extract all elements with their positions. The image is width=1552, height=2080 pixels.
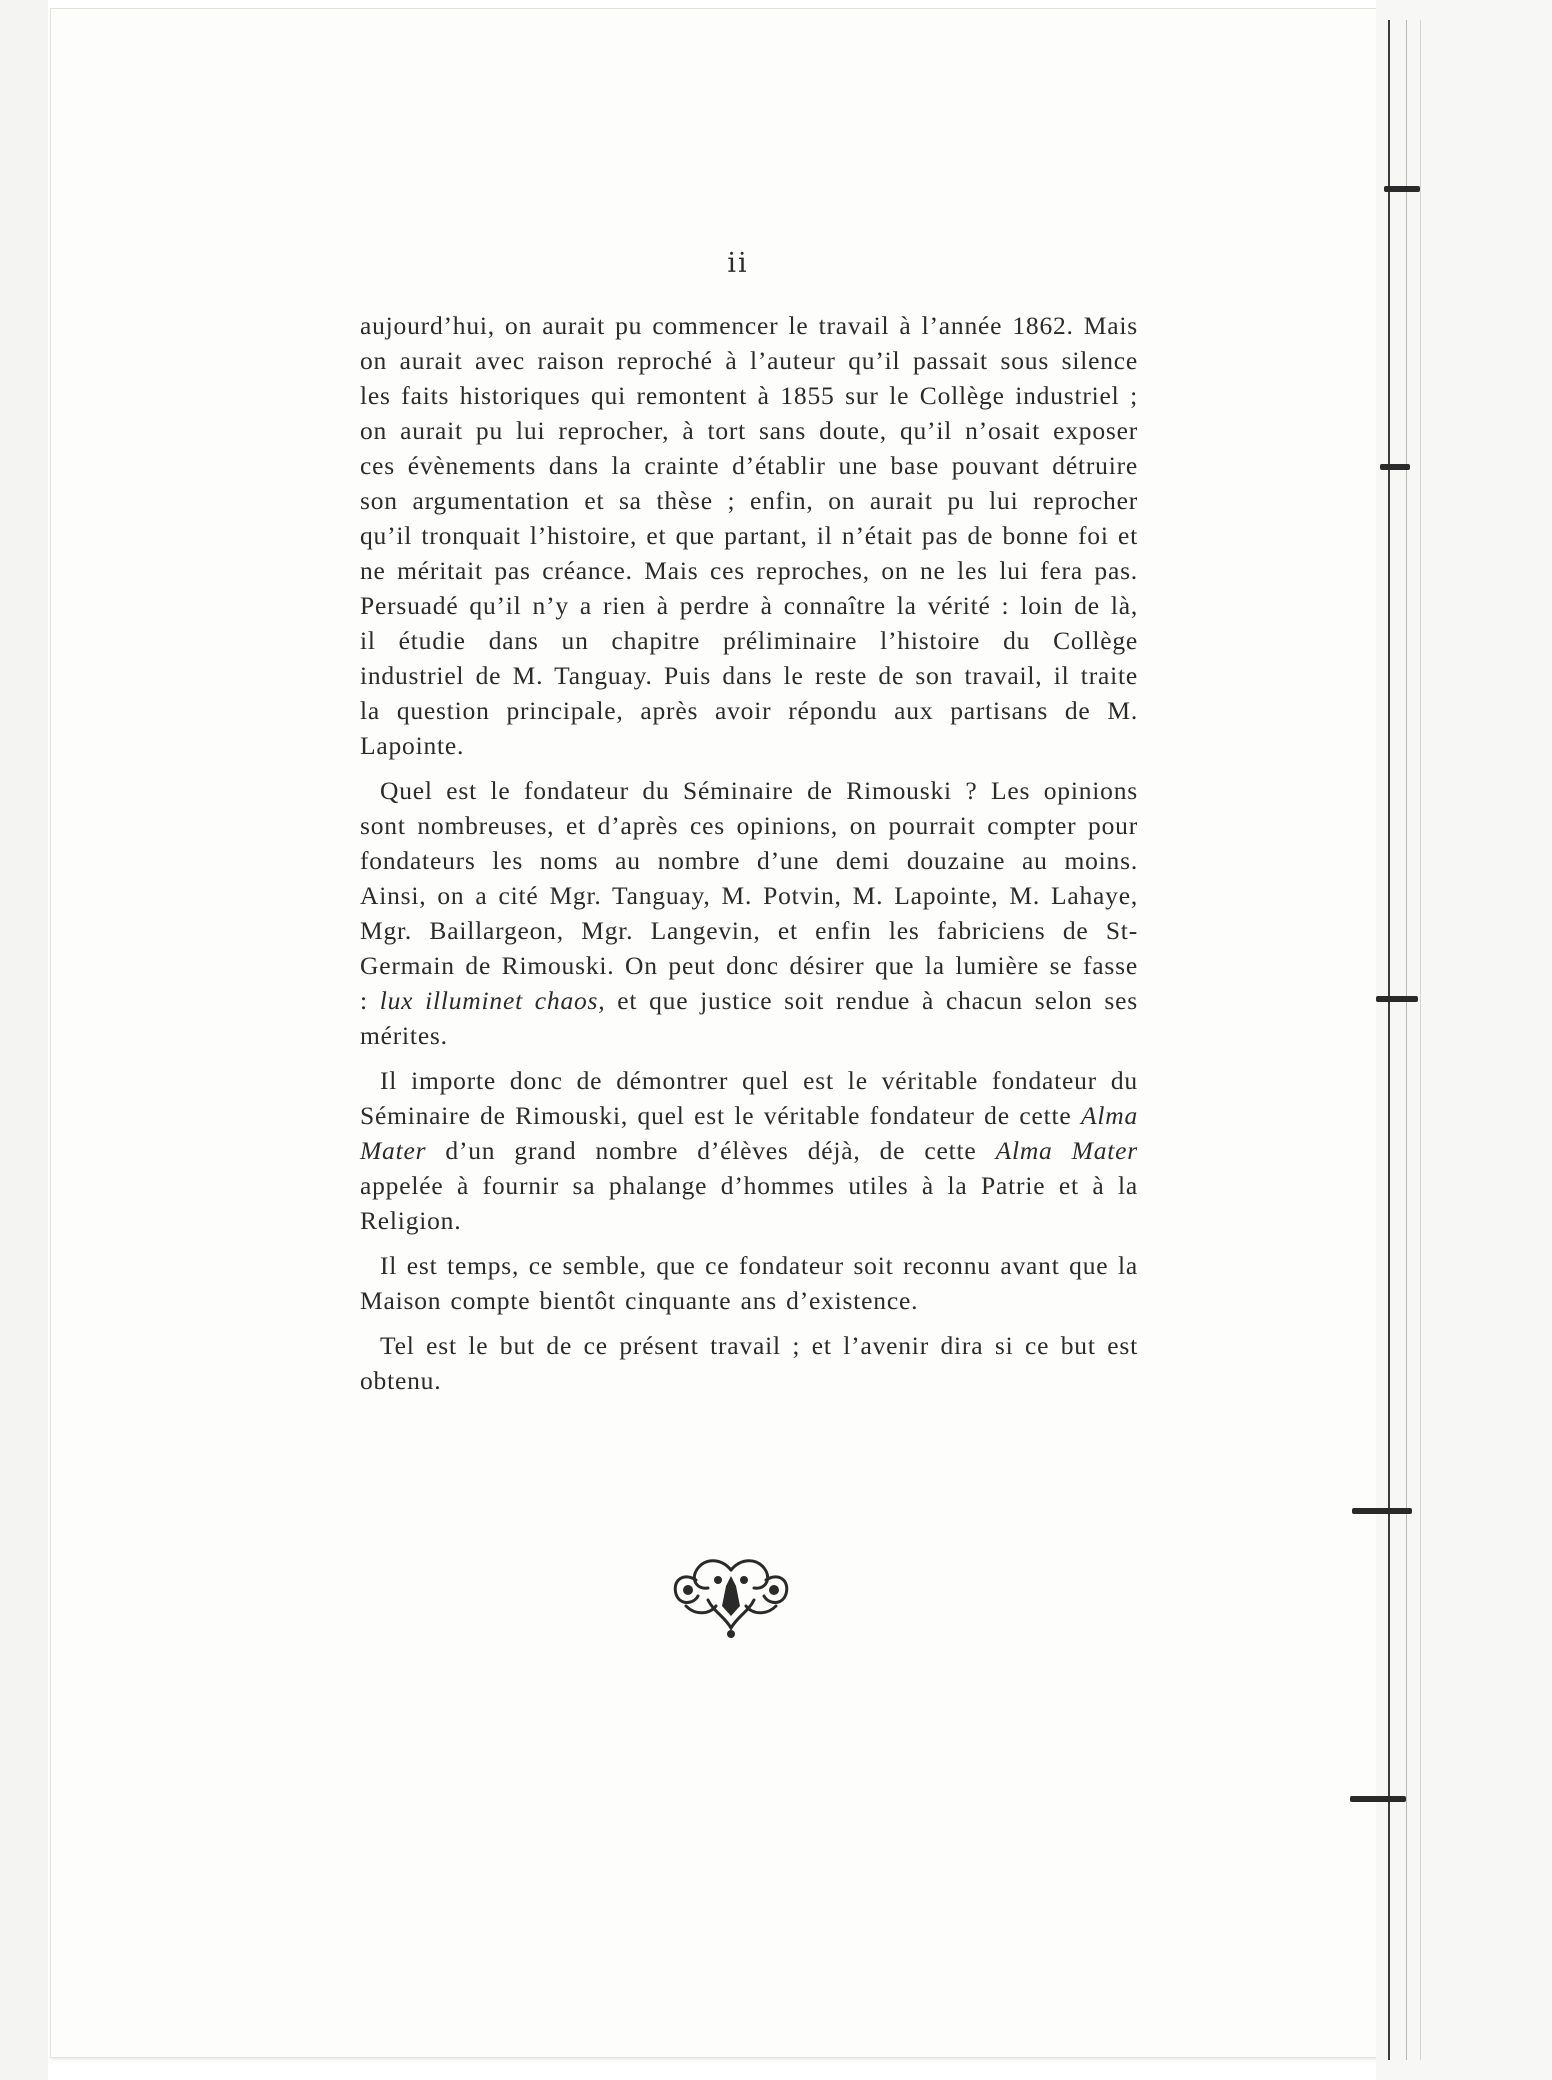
italic-alma-mater: Alma Mater (360, 1101, 1138, 1165)
paragraph-continuation: aujourd’hui, on aurait pu commencer le travail à l’année 1862. Mais on aurait avec raison reproché à l’auteur qu’il passait sous silence les faits historiques qui remontent à 1855 sur le Collège industriel ; on aurait pu lui reprocher, à tort sans doute, qu’il n’osait exposer ces évènements dans la crainte d’établir une base pouvant détruire son argumentation et sa thèse ; enfin, on aurait pu lui reprocher qu’il tronquait l’histoire, et que partant, il n’était pas de bonne foi et ne méritait pas créance. Mais ces reproches, on ne les lui fera pas. Persuadé qu’il n’y a rien à perdre à connaître la vérité : loin de là, il étudie dans un chapitre préliminaire l’histoire du Collège industriel de M. Tanguay. Puis dans le reste de son travail, il traite la question principale, après avoir répondu aux partisans de M. Lapointe. (360, 311, 1138, 760)
text-run: appelée à fournir sa phalange d’hommes utiles à la Patrie et à la Religion. (360, 1171, 1138, 1235)
body-text (360, 308, 1138, 1408)
left-scan-edge (0, 0, 48, 2080)
binding-fold-line (1388, 20, 1390, 2060)
binding-stitch (1384, 186, 1420, 192)
binding-stitch (1380, 464, 1410, 470)
text-run: Il importe donc de démontrer quel est le véritable fondateur du Séminaire de Rimouski, quel est le véritable fondateur de cette (360, 1066, 1138, 1130)
latin-phrase: lux illuminet chaos, (379, 986, 606, 1015)
binding-margin (1376, 0, 1552, 2080)
text-run: et que justice soit rendue à chacun selon ses mérites. (360, 986, 1138, 1050)
paragraph-recognition: Il est temps, ce semble, que ce fondateur soit reconnu avant que la Maison compte bientôt cinquante ans d’existence. (360, 1251, 1138, 1315)
binding-edge-line (1420, 20, 1421, 2060)
text-run: d’un grand nombre d’élèves déjà, de cette (445, 1136, 977, 1165)
paragraph-purpose: Tel est le but de ce présent travail ; et l’avenir dira si ce but est obtenu. (360, 1331, 1138, 1395)
italic-alma-mater: Alma Mater (995, 1136, 1138, 1165)
binding-shadow-line (1406, 20, 1407, 2060)
binding-stitch (1376, 996, 1418, 1002)
paragraph-founders (360, 773, 1138, 1053)
page-number: ii (727, 248, 749, 279)
binding-stitch (1350, 1796, 1406, 1802)
text-run: Quel est le fondateur du Séminaire de Rimouski ? Les opinions sont nombreuses, et d’après ces opinions, on pourrait compter pour fondateurs les noms au nombre d’une demi douzaine au moins. Ainsi, on a cité Mgr. Tanguay, M. Potvin, M. Lapointe, M. Lahaye, Mgr. Baillargeon, Mgr. Langevin, et enfin les fabriciens de St-Germain de Rimouski. On peut donc désirer que la lumière se fasse : (360, 776, 1138, 1015)
paragraph-alma-mater (360, 1063, 1138, 1238)
floral-tailpiece-icon (666, 1550, 796, 1640)
binding-stitch (1352, 1508, 1412, 1514)
